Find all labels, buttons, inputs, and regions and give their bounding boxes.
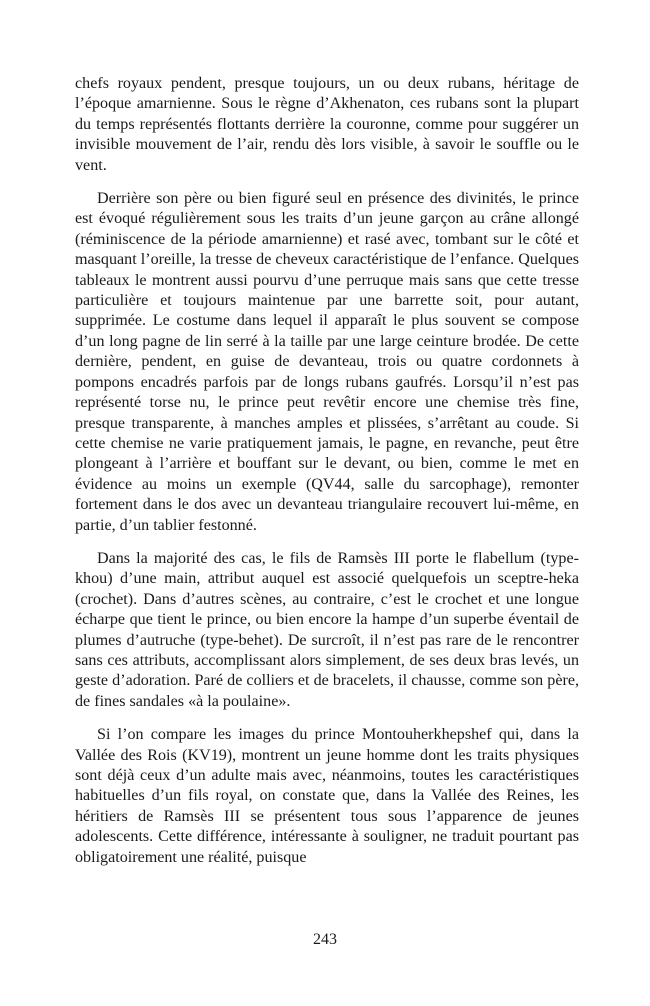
paragraph-1: chefs royaux pendent, presque toujours, un ou deux rubans, héritage de l’époque amarnienne. Sous le règne d’Akhenaton, ces rubans sont la plupart du temps représentés flottants derrière la couronne, comme pour suggérer un invisible mouvement de l’air, rendu dès lors visible, à savoir le souffle ou le vent. [75,75,579,174]
page-body [75,74,579,868]
paragraph-2: Derrière son père ou bien figuré seul en présence des divinités, le prince est évoqué régulièrement sous les traits d’un jeune garçon au crâne allongé (réminiscence de la période amarnienne) et rasé avec, tombant sur le côté et masquant l’oreille, la tresse de cheveux caractéristique de l’enfance. Quelques tableaux le montrent aussi pourvu d’une perruque mais sans que cette tresse particulière et toujours maintenue par une barrette soit, pour autant, supprimée. Le costume dans lequel il apparaît le plus souvent se compose d’un long pagne de lin serré à la taille par une large ceinture brodée. De cette dernière, pendent, en guise de devanteau, trois ou quatre cordonnets à pompons encadrés parfois par de longs rubans gaufrés. Lorsqu’il n’est pas représenté torse nu, le prince peut revêtir encore une chemise très fine, presque transparente, à manches amples et plissées, s’arrêtant au coude. Si cette chemise ne varie pratiquement jamais, le pagne, en revanche, peut être plongeant à l’arrière et bouffant sur le devant, ou bien, comme le met en évidence au moins un exemple (QV44, salle du sarcophage), remonter fortement dans le dos avec un devanteau triangulaire recouvert lui-même, en partie, d’un tablier festonné. [75,190,579,534]
page-number: 243 [313,931,337,948]
paragraph-4: Si l’on compare les images du prince Montouherkhepshef qui, dans la Vallée des Rois (KV19), montrent un jeune homme dont les traits physiques sont déjà ceux d’un adulte mais avec, néanmoins, toutes les caractéristiques habituelles d’un fils royal, on constate que, dans la Vallée des Reines, les héritiers de Ramsès III se présentent tous sous l’apparence de jeunes adolescents. Cette différence, intéressante à souligner, ne traduit pourtant pas obligatoirement une réalité, puisque [75,726,579,866]
paragraph-3: Dans la majorité des cas, le fils de Ramsès III porte le flabellum (type-khou) d’une main, attribut auquel est associé quelquefois un sceptre-heka (crochet). Dans d’autres scènes, au contraire, c’est le crochet et une longue écharpe que tient le prince, ou bien encore la hampe d’un superbe éventail de plumes d’autruche (type-behet). De surcroît, il n’est pas rare de le rencontrer sans ces attributs, accomplissant alors simplement, de ses deux bras levés, un geste d’adoration. Paré de colliers et de bracelets, il chausse, comme son père, de fines sandales «à la poulaine». [75,549,579,710]
